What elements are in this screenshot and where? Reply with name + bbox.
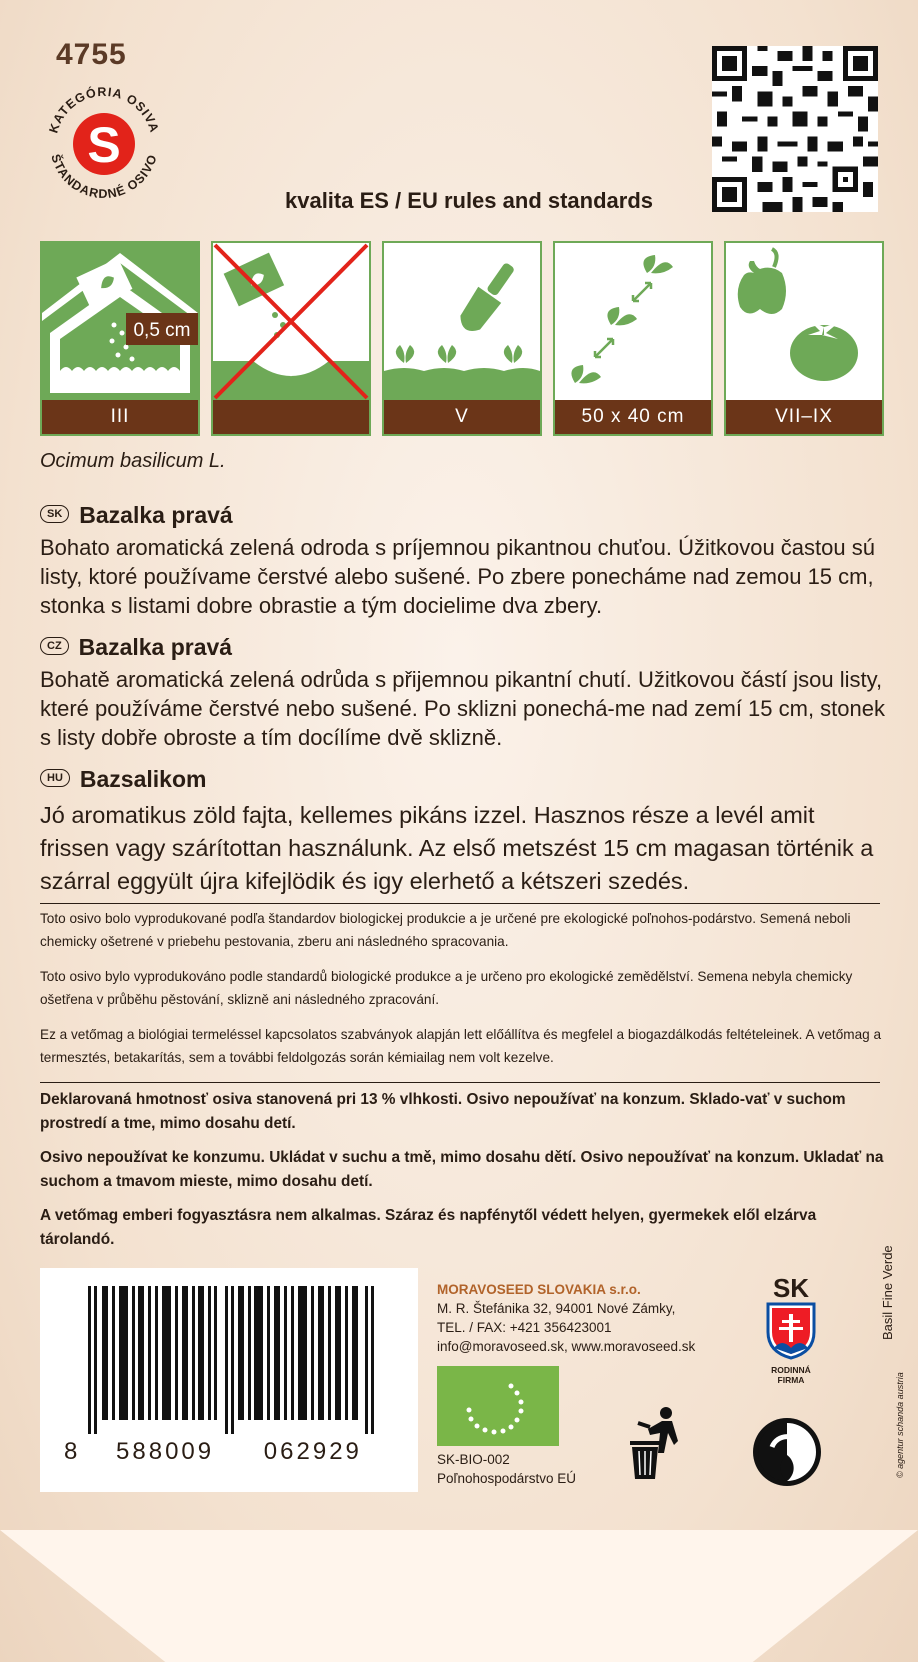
harvest-vegetables-icon	[726, 243, 882, 400]
company-phone: TEL. / FAX: +421 356423001	[437, 1320, 612, 1335]
tile-harvest	[724, 241, 884, 436]
planting-trowel-icon	[384, 243, 540, 400]
sowing-depth-label: 0,5 cm	[133, 320, 191, 341]
green-dot-recycling-icon	[752, 1417, 822, 1487]
barcode-group-2: 062929	[263, 1438, 362, 1465]
hu-title: Bazsalikom	[79, 766, 207, 792]
hu-description: Jó aromatikus zöld fajta, kellemes pikáns izzel. Hasznos része a levél amit frissen vagy szárítottan használunk. Az első metszést 15 cm magasan történik a szárral eggyült újra kifejlödik és igy elerhető a kétszeri szedés.	[40, 802, 874, 894]
slovak-coat-of-arms-icon	[764, 1302, 818, 1360]
barcode	[40, 1268, 418, 1492]
latin-name: Ocimum basilicum L.	[40, 450, 226, 472]
bio-origin: Poľnohospodárstvo EÚ	[437, 1471, 577, 1486]
badge-label-1: RODINNÁ	[771, 1365, 811, 1375]
tile-spacing	[553, 241, 713, 436]
organic-note-hu: Ez a vetőmag a biológiai termeléssel kapcsolatos szabványok alapján lett előállítva és megfelel a biogazdálkodás feltételeinek. A vetőmag a termesztés, betakarítás, sem a további feldolgozás során kémiailag nem volt kezelve.	[40, 1027, 882, 1065]
seal-text-bottom: ŠTANDARDNÉ OSIVO	[48, 152, 160, 202]
greenhouse-sowing-icon	[42, 243, 198, 400]
tile-label-sowing-month: III	[42, 400, 198, 434]
company-address: M. R. Štefánika 32, 94001 Nové Zámky,	[437, 1301, 676, 1316]
organic-note-cz: Toto osivo bylo vyprodukováno podle standardů biologické produkce a je určeno pro ekologické zemědělství. Semena nebyla chemicky ošetřena v průběhu pěstování, sklizně ani následného zpracování.	[40, 969, 853, 1007]
barcode-group-1: 588009	[116, 1438, 215, 1465]
cz-description: Bohatě aromatická zelená odrůda s přijemnou pikantní chutí. Užitkovou částí jsou listy, které používáme čerstvé nebo sušené. Po sklizni ponechá-me nad zemí 15 cm, stonek s listy dobře obroste a tím docílíme dvě sklizně.	[40, 667, 885, 750]
organic-note-sk: Toto osivo bolo vyprodukované podľa štandardov biologickej produkcie a je určené pre ekologické poľnohos-podárstvo. Semená neboli chemicky ošetrené v priebehu pestovania, zberu ani následného spracovania.	[40, 911, 851, 949]
sk-heading	[40, 502, 233, 529]
seal-letter: S	[87, 117, 121, 173]
hu-language-badge: HU	[40, 769, 70, 787]
company-name: MORAVOSEED SLOVAKIA s.r.o.	[437, 1282, 641, 1297]
divider	[40, 1082, 880, 1083]
company-web[interactable]: info@moravoseed.sk, www.moravoseed.sk	[437, 1339, 696, 1354]
tile-label-planting-month: V	[384, 400, 540, 434]
quality-line: kvalita ES / EU rules and standards	[284, 188, 654, 213]
bio-info	[437, 1450, 576, 1488]
tile-label-outdoor	[213, 400, 369, 434]
tile-planting	[382, 241, 542, 436]
tile-label-spacing: 50 x 40 cm	[555, 400, 711, 434]
cz-language-badge: CZ	[40, 637, 69, 655]
divider	[40, 903, 880, 904]
warning-cz-sk: Osivo nepoužívat ke konzumu. Ukládat v suchu a tmě, mimo dosahu dětí. Osivo nepoužívať na konzum. Ukladať na suchom a tmavom mieste, mimo dosahu detí.	[40, 1149, 884, 1190]
tile-outdoor-sowing	[211, 241, 371, 436]
cz-heading	[40, 634, 232, 661]
credit-side-label: © agentur schanda austria	[895, 1372, 905, 1478]
recycle-bin-icon	[628, 1405, 688, 1481]
tile-greenhouse-sowing	[40, 241, 200, 436]
spacing-icon	[555, 243, 711, 400]
badge-country: SK	[772, 1273, 810, 1303]
barcode-digits	[64, 1438, 362, 1466]
sk-title: Bazalka pravá	[79, 502, 233, 528]
family-company-badge	[757, 1274, 825, 1394]
company-info	[437, 1280, 695, 1356]
badge-label-2: FIRMA	[777, 1375, 805, 1385]
variety-side-label: Basil Fine Verde	[880, 1245, 895, 1340]
hu-heading	[40, 766, 206, 793]
warning-hu: A vetőmag emberi fogyasztásra nem alkalmas. Száraz és napfénytől védett helyen, gyermekek elől elzárva tárolandó.	[40, 1207, 817, 1248]
outdoor-sowing-crossed-icon	[213, 243, 369, 400]
cz-title: Bazalka pravá	[78, 634, 233, 660]
sk-description: Bohato aromatická zelená odroda s príjemnou pikantnou chuťou. Úžitkovou častou sú listy, ktoré používame čerstvé alebo sušené. Po zbere ponecháme nad zemou 15 cm, stonka s listami dobre obrastie a tým docielime dva zbery.	[40, 535, 875, 618]
bio-code: SK-BIO-002	[437, 1452, 510, 1467]
barcode-bars	[88, 1286, 374, 1434]
sk-language-badge: SK	[40, 505, 69, 523]
product-code: 4755	[56, 38, 127, 71]
seal-text-top: KATEGÓRIA OSIVA	[46, 84, 162, 135]
barcode-digit-first: 8	[64, 1438, 81, 1465]
eu-organic-leaf-icon	[437, 1366, 559, 1446]
tile-label-harvest-months: VII–IX	[726, 400, 882, 434]
warning-sk: Deklarovaná hmotnosť osiva stanovená pri 13 % vlhkosti. Osivo nepoužívať na konzum. Sklado-vať v suchom prostredí a tme, mimo dosahu detí.	[40, 1091, 846, 1132]
